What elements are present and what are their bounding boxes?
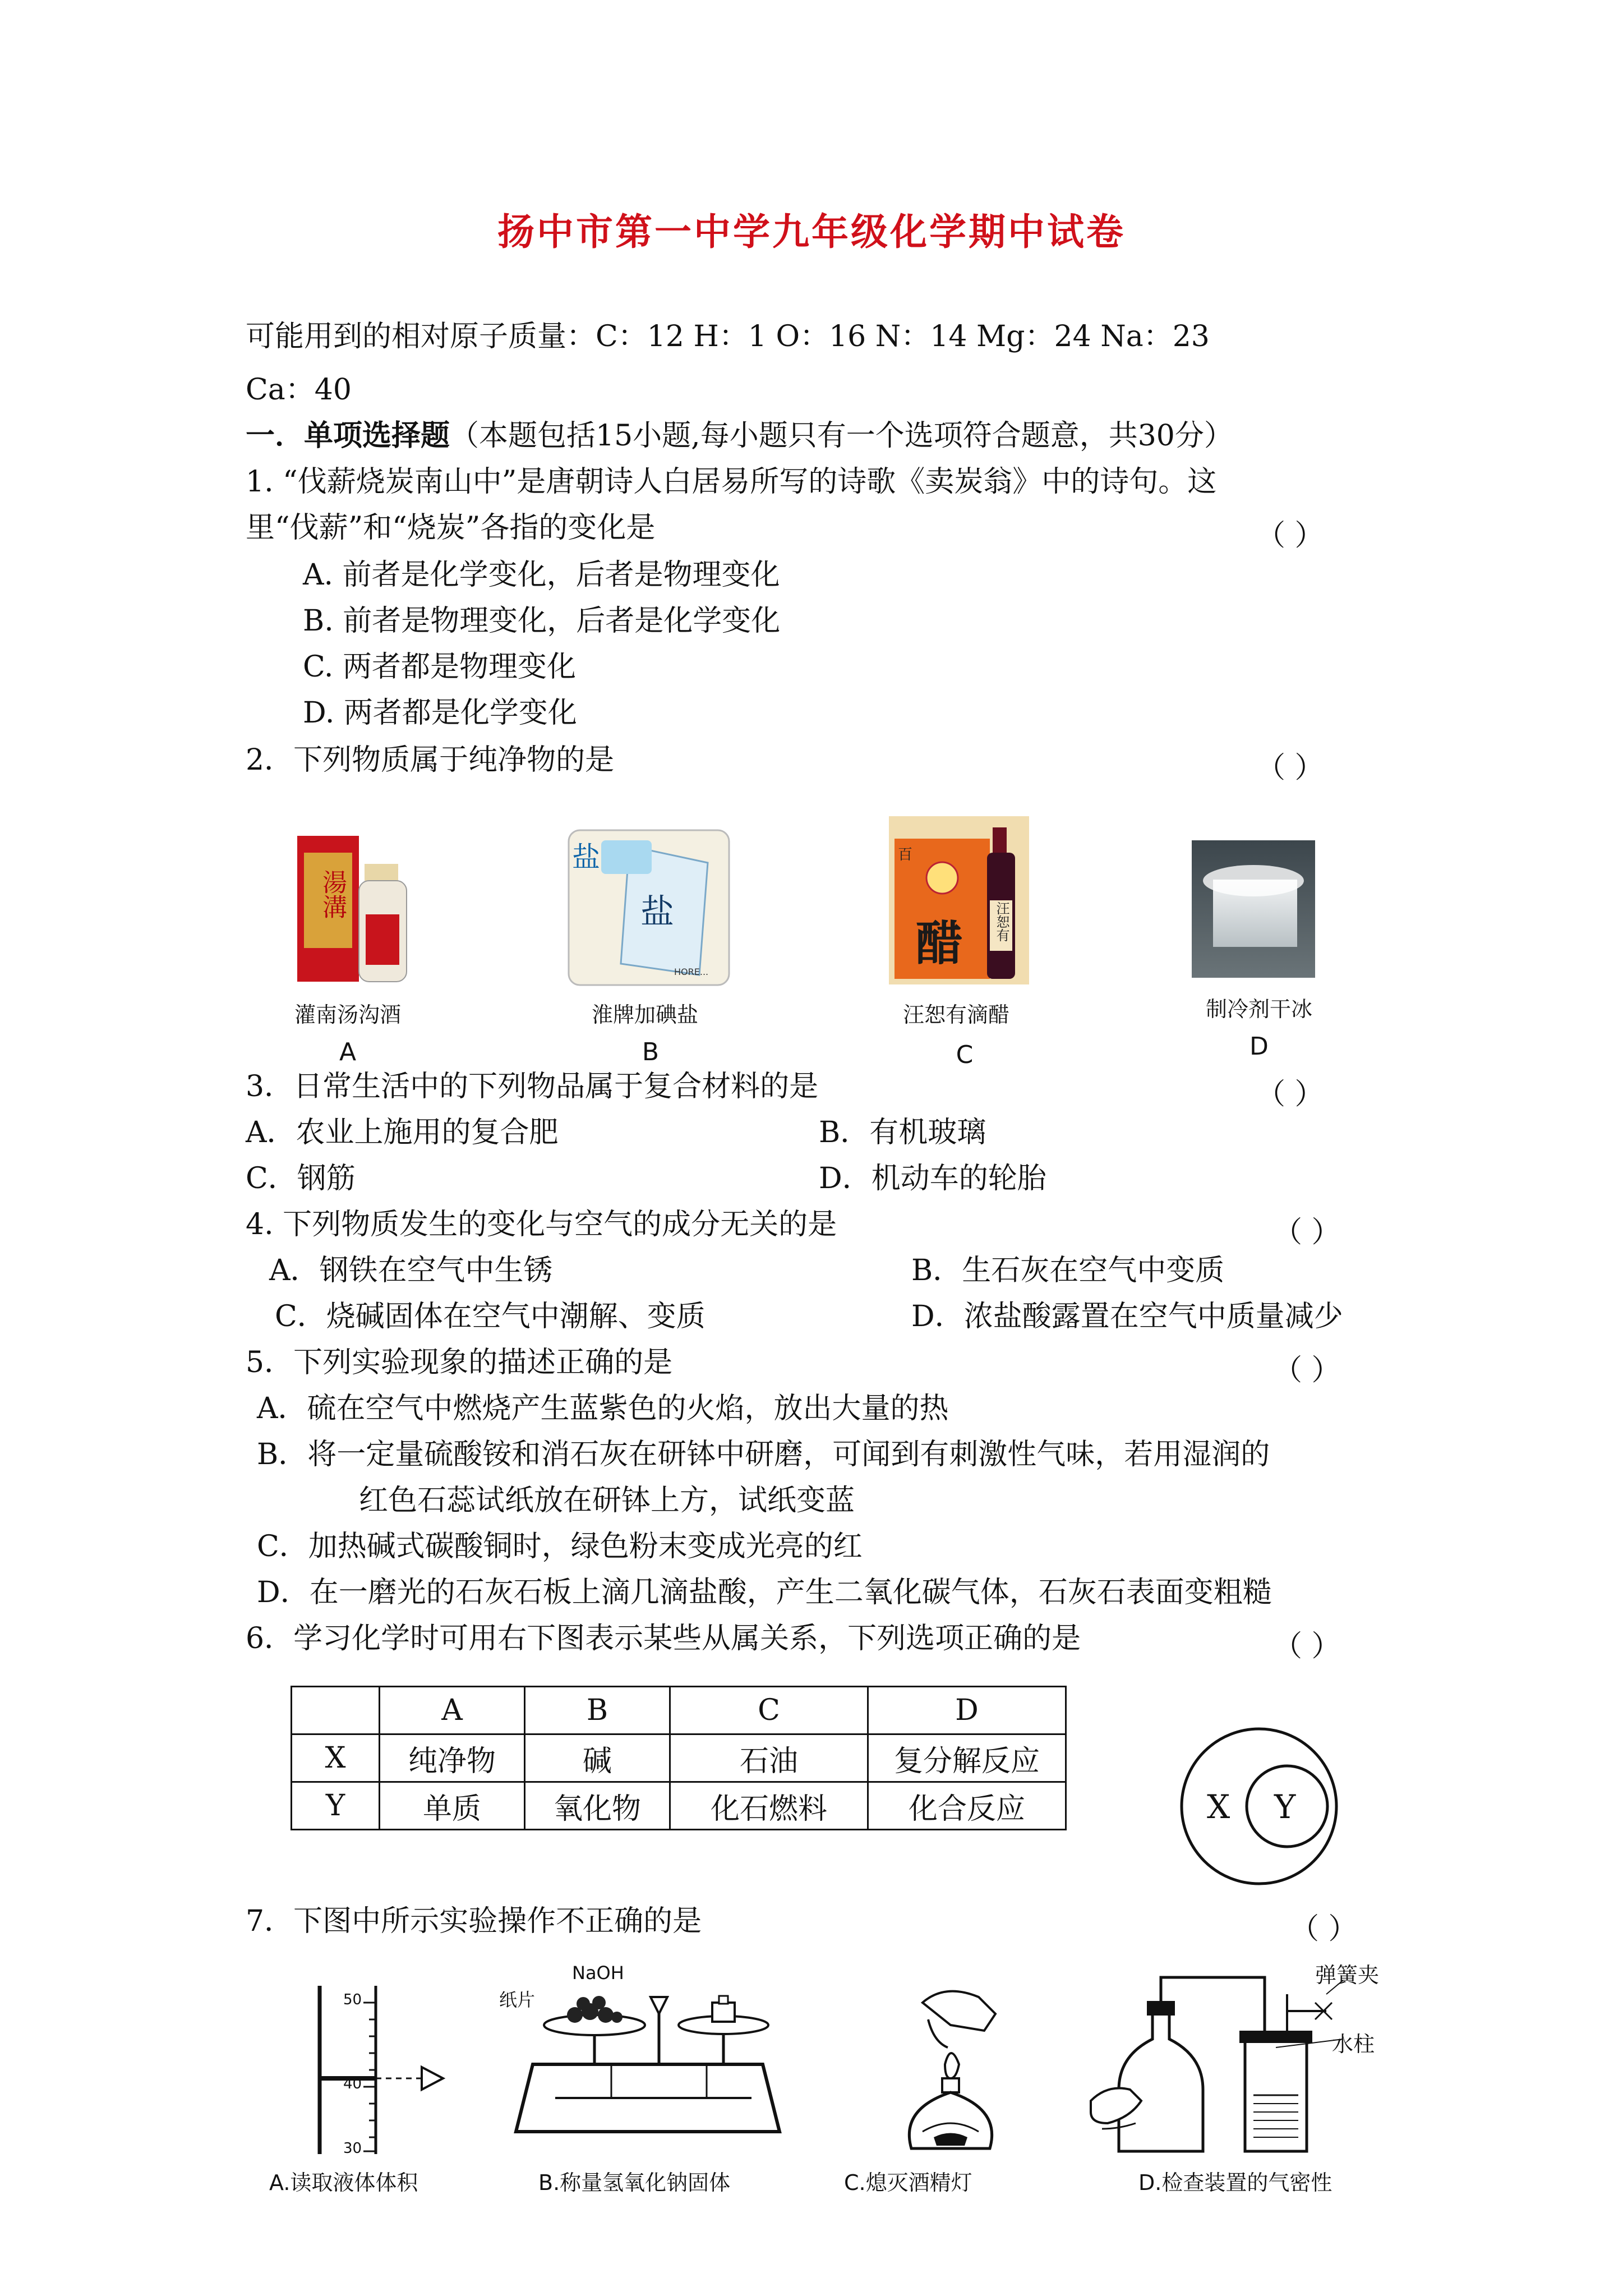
salt-brand-text: HORE... (674, 967, 709, 977)
tick-label-30: 30 (343, 2140, 362, 2157)
q5-option-b-cont: 红色石蕊试纸放在研钵上方，试纸变蓝 (359, 1484, 855, 1517)
table-row (292, 1782, 1066, 1830)
q7-caption-c: C.熄灭酒精灯 (844, 2170, 972, 2195)
q1-line2: 里“伐薪”和“烧炭”各指的变化是 (246, 511, 656, 545)
q5-option-c: C．加热碱式碳酸铜时，绿色粉末变成光亮的红 (257, 1530, 863, 1563)
table-header-cell (292, 1687, 380, 1734)
q5-option-b: B．将一定量硫酸铵和消石灰在研钵中研磨，可闻到有刺激性气味，若用湿润的 (257, 1438, 1270, 1471)
q5-option-d: D．在一磨光的石灰石板上滴几滴盐酸，产生二氧化碳气体，石灰石表面变粗糙 (257, 1576, 1272, 1609)
q3-option-c: C．钢筋 (246, 1162, 356, 1195)
tick-label-50: 50 (343, 1991, 362, 2008)
q4-option-c: C．烧碱固体在空气中潮解、变质 (275, 1300, 706, 1333)
salt-bag-text: 盐 (640, 892, 674, 932)
table-cell: 石油 (670, 1734, 868, 1782)
vinegar-box-mark: 百 (898, 846, 913, 863)
section1-heading (246, 416, 1233, 455)
vinegar-bottle-label: 汪恕有 (994, 901, 1009, 942)
table-cell: 氧化物 (525, 1782, 670, 1830)
table-header-cell: B (525, 1687, 670, 1734)
q7-answer-paren: （ ） (1290, 1912, 1358, 1946)
q4-option-d: D．浓盐酸露置在空气中质量减少 (911, 1300, 1343, 1333)
table-row (292, 1734, 1066, 1782)
q1-answer-paren: （ ） (1256, 519, 1324, 553)
atomic-masses-line2: Ca：40 (246, 373, 352, 407)
q2-letter-d: D (1249, 1032, 1269, 1061)
table-header-cell: C (670, 1687, 868, 1734)
q2-letter-a: A (339, 1038, 357, 1066)
tick-label-40: 40 (343, 2076, 362, 2092)
q2-answer-paren: （ ） (1256, 751, 1324, 785)
dry-ice-photo (1192, 840, 1315, 978)
label-naoh: NaOH (572, 1962, 624, 1984)
label-spring-clip: 弹簧夹 (1315, 1963, 1380, 1987)
table-cell: Y (292, 1782, 380, 1830)
liquor-photo (292, 830, 415, 987)
q1-option-d: D. 两者都是化学变化 (303, 696, 577, 730)
table-cell: X (292, 1734, 380, 1782)
q2-caption-b: 淮牌加碘盐 (591, 1002, 698, 1027)
q4-text: 4. 下列物质发生的变化与空气的成分无关的是 (246, 1208, 837, 1241)
q3-answer-paren: （ ） (1256, 1078, 1324, 1111)
q2-caption-a: 灌南汤沟酒 (294, 1002, 401, 1027)
q1-option-b: B. 前者是物理变化，后者是化学变化 (303, 604, 781, 638)
figure-weigh-naoh (499, 1963, 791, 2160)
section1-note: （本题包括15小题,每小题只有一个选项符合题意，共30分） (450, 419, 1233, 453)
q1-line1: 1. “伐薪烧炭南山中”是唐朝诗人白居易所写的诗歌《卖炭翁》中的诗句。这 (246, 465, 1217, 499)
figure-airtightness (1085, 1961, 1399, 2162)
q1-option-a: A. 前者是化学变化，后者是物理变化 (303, 558, 780, 592)
q6-text: 6．学习化学时可用右下图表示某些从属关系，下列选项正确的是 (246, 1622, 1081, 1655)
table-header-cell: D (868, 1687, 1066, 1734)
q2-text: 2．下列物质属于纯净物的是 (246, 743, 615, 777)
salt-photo (568, 829, 730, 986)
table-cell: 化合反应 (868, 1782, 1066, 1830)
table-header-cell: A (380, 1687, 525, 1734)
q2-caption-d: 制冷剂干冰 (1205, 997, 1312, 1022)
table-cell: 碱 (525, 1734, 670, 1782)
atomic-masses-line1: 可能用到的相对原子质量：C：12 H：1 O：16 N：14 Mg：24 Na：23 (246, 320, 1210, 353)
q5-option-a: A．硫在空气中燃烧产生蓝紫色的火焰，放出大量的热 (257, 1392, 949, 1425)
label-water-column: 水柱 (1332, 2032, 1375, 2056)
q3-option-a: A．农业上施用的复合肥 (246, 1116, 559, 1149)
diagram-outer-label: X (1207, 1788, 1230, 1826)
table-row (292, 1687, 1066, 1734)
vinegar-photo (889, 816, 1029, 984)
figure-extinguish-lamp (866, 1980, 1035, 2160)
q3-option-b: B．有机玻璃 (819, 1116, 986, 1149)
q4-answer-paren: （ ） (1273, 1216, 1341, 1249)
salt-logo-text: 盐 (572, 841, 600, 873)
page-title: 扬中市第一中学九年级化学期中试卷 (497, 210, 1126, 254)
q6-inclusion-diagram (1178, 1725, 1340, 1888)
vinegar-box-text: 醋 (916, 915, 963, 971)
q2-letter-b: B (642, 1038, 660, 1066)
diagram-inner-label: Y (1274, 1788, 1296, 1826)
q3-text: 3．日常生活中的下列物品属于复合材料的是 (246, 1070, 819, 1103)
q3-option-d: D．机动车的轮胎 (819, 1162, 1046, 1195)
q6-table (291, 1686, 1067, 1830)
label-paper: 纸片 (499, 1989, 536, 2010)
liquor-label-text: 湯溝 (318, 869, 347, 919)
q2-letter-c: C (956, 1041, 974, 1069)
q5-answer-paren: （ ） (1273, 1354, 1341, 1387)
table-cell: 化石燃料 (670, 1782, 868, 1830)
q7-text: 7．下图中所示实验操作不正确的是 (246, 1904, 702, 1938)
q1-option-c: C. 两者都是物理变化 (303, 650, 576, 684)
figure-read-volume (292, 1980, 460, 2160)
q7-caption-d: D.检查装置的气密性 (1138, 2170, 1332, 2195)
q6-answer-paren: （ ） (1273, 1630, 1341, 1663)
q4-option-a: A．钢铁在空气中生锈 (269, 1254, 553, 1287)
q7-caption-b: B.称量氢氧化钠固体 (538, 2170, 731, 2195)
q4-option-b: B．生石灰在空气中变质 (911, 1254, 1225, 1287)
table-cell: 复分解反应 (868, 1734, 1066, 1782)
table-cell: 纯净物 (380, 1734, 525, 1782)
q7-caption-a: A.读取液体体积 (269, 2170, 418, 2195)
section1-label: 一．单项选择题 (246, 418, 450, 453)
q2-caption-c: 汪恕有滴醋 (902, 1002, 1009, 1027)
table-cell: 单质 (380, 1782, 525, 1830)
q5-text: 5．下列实验现象的描述正确的是 (246, 1346, 673, 1379)
